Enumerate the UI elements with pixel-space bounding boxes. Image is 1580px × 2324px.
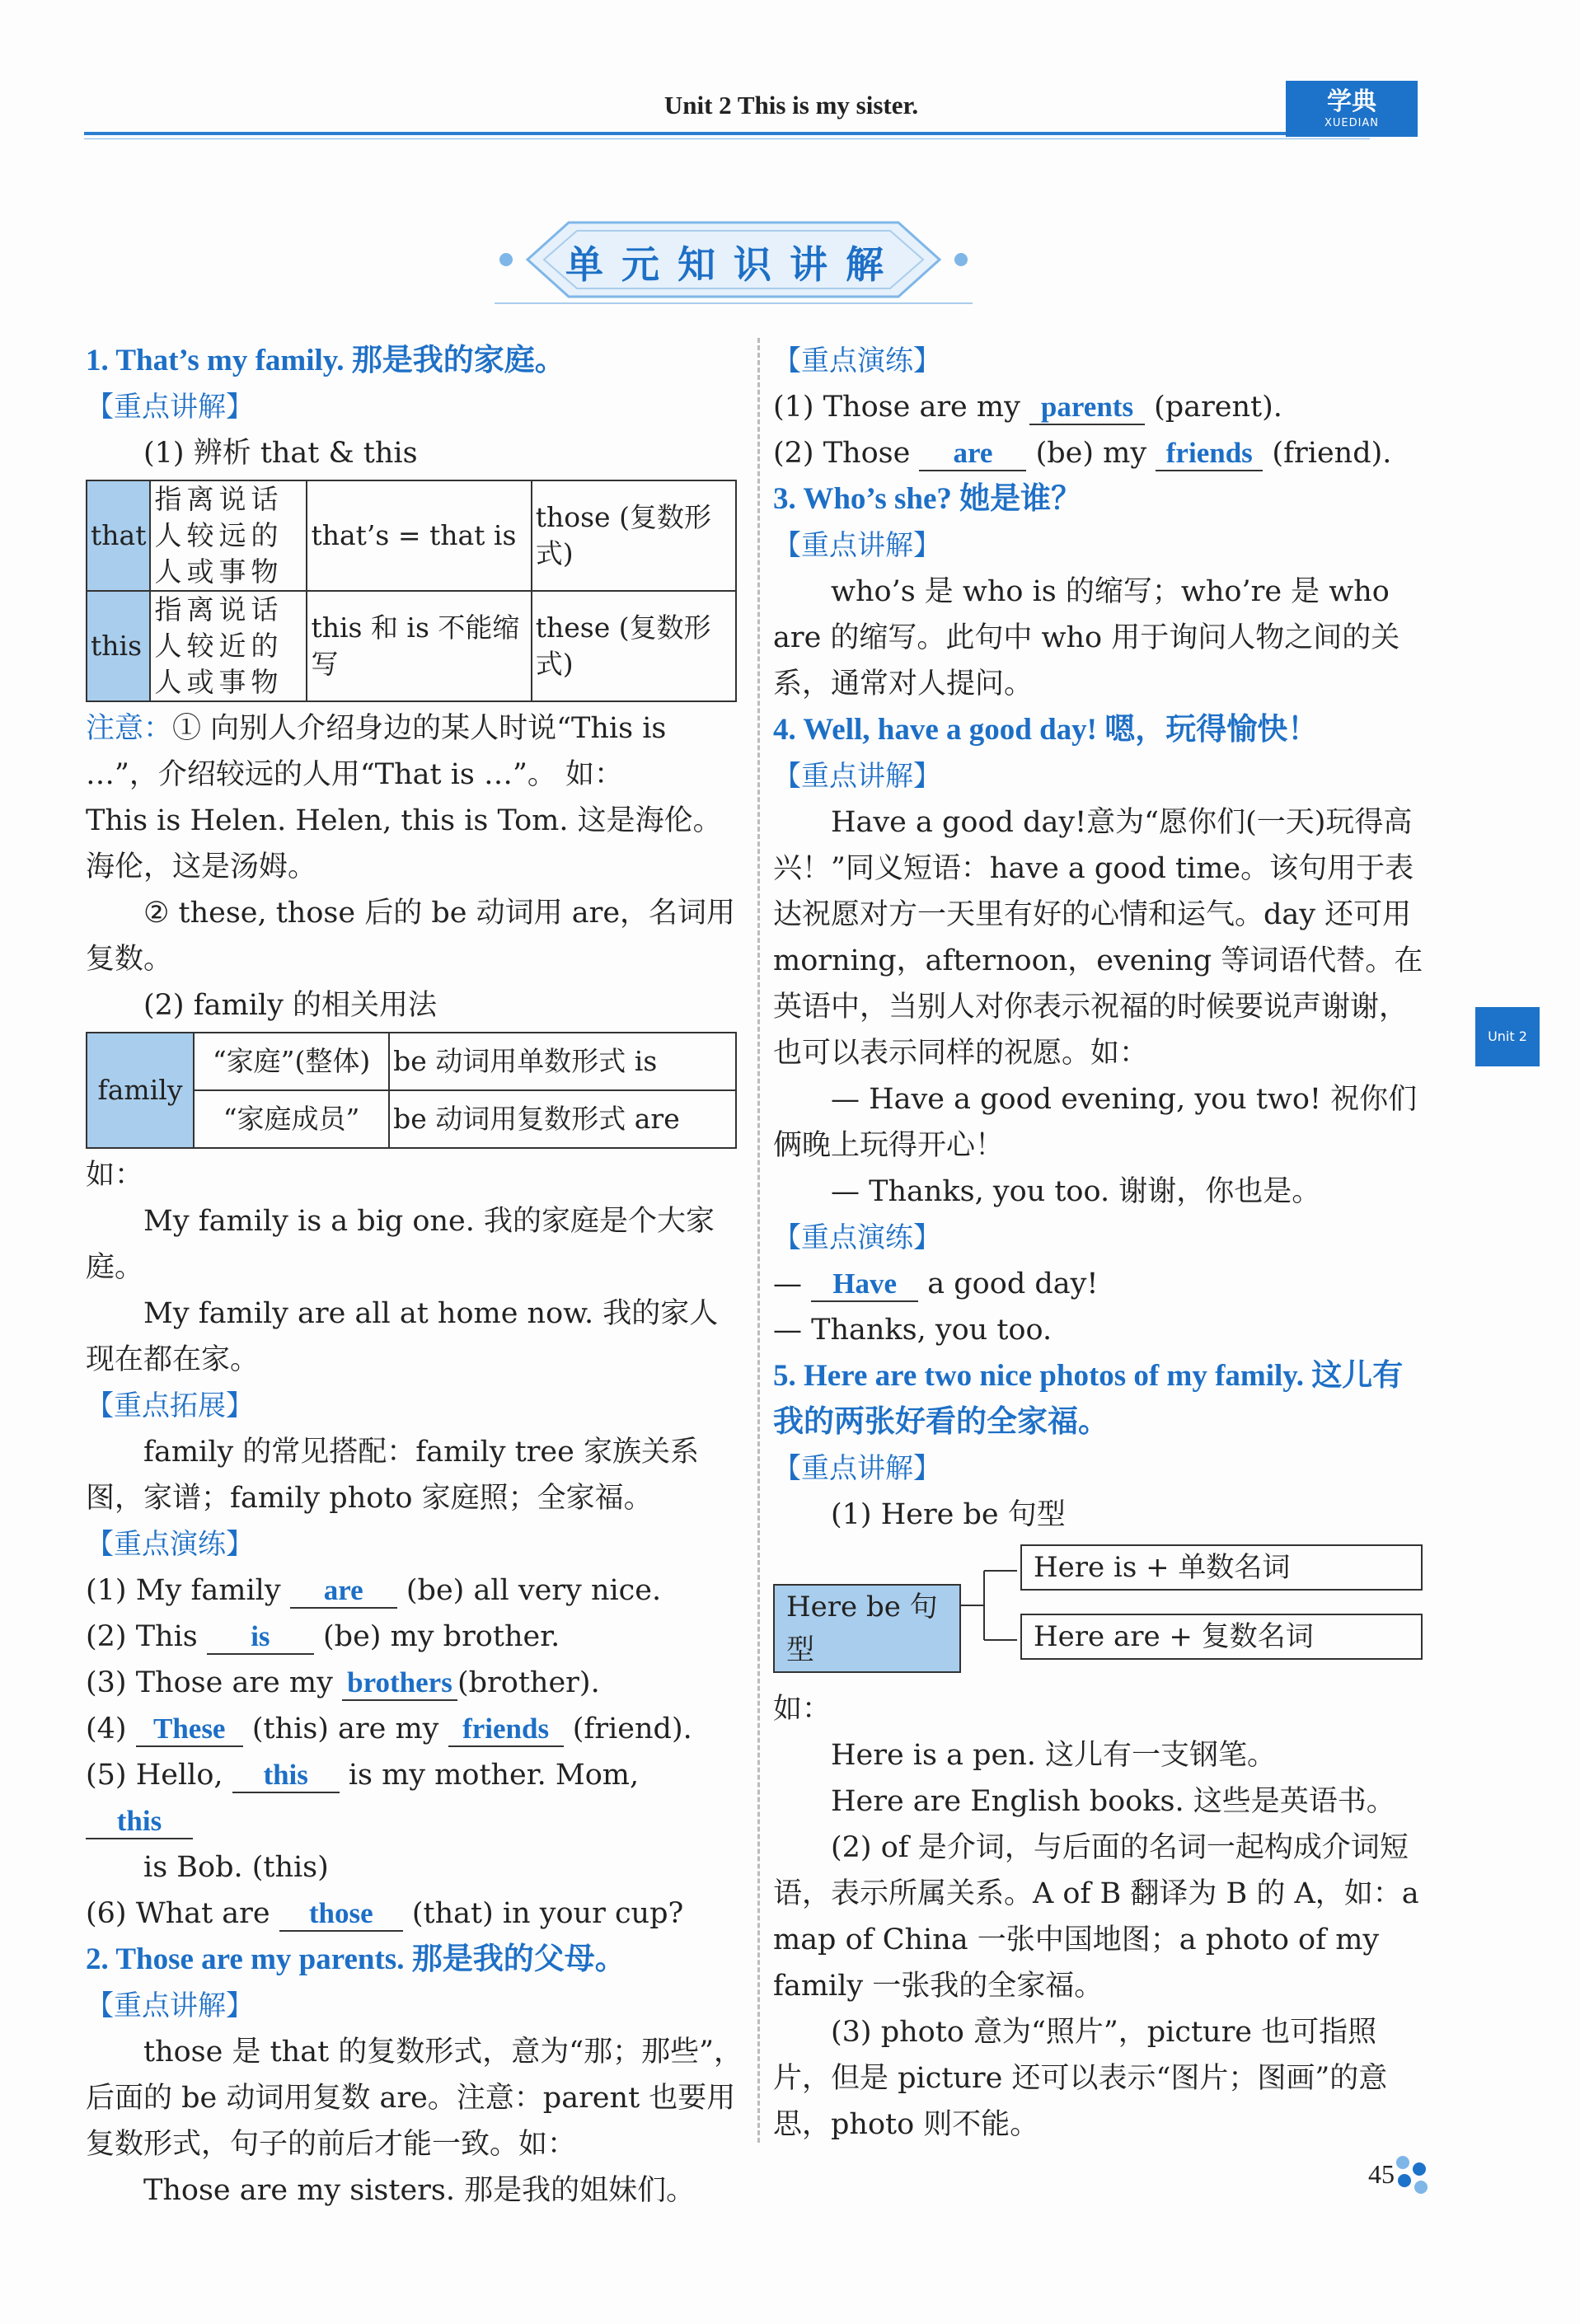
practice-r1 <box>773 384 1432 430</box>
note-1-example: This is Helen. Helen, this is Tom. 这是海伦。海伦，这是汤姆。 <box>86 804 722 883</box>
practice-6 <box>86 1891 745 1937</box>
practice-r3 <box>773 1261 1432 1307</box>
publisher-logo-text: 学典 <box>1327 87 1376 116</box>
practice-5 <box>86 1752 745 1844</box>
tag-explain-2: 【重点讲解】 <box>86 1989 254 2022</box>
column-divider <box>757 338 760 2143</box>
practice-text: (this) are my <box>251 1713 439 1745</box>
answer-blank: this <box>232 1759 340 1793</box>
header-rule <box>84 132 1370 135</box>
running-header-title: Unit 2 This is my sister. <box>663 91 919 119</box>
table-cell: these (复数形式) <box>532 591 736 701</box>
answer-blank: this <box>86 1805 193 1839</box>
publisher-logo-subtext: XUEDIAN <box>1324 117 1380 129</box>
tag-practice: 【重点演练】 <box>86 1528 254 1561</box>
note-1 <box>86 705 745 798</box>
diagram-connector <box>959 1554 1017 1670</box>
table-cell: 指离说话人较近的人或事物 <box>150 591 307 701</box>
table-cell: “家庭”(整体) <box>194 1033 389 1090</box>
practice-5-cont: is Bob. (this) <box>143 1851 329 1884</box>
table-row <box>87 480 736 591</box>
header-rule-thin <box>84 138 1370 139</box>
banner-title: 单元知识讲解 <box>565 242 902 287</box>
table-cell: family <box>87 1033 194 1148</box>
s5-subheading-3: (3) photo 意为“照片”，picture 也可指照片，但是 picture 还可以表示“图片；图画”的意思，photo 则不能。 <box>773 2016 1388 2141</box>
example-1: My family is a big one. 我的家庭是个大家庭。 <box>86 1205 715 1284</box>
section-2-title: 2. Those are my parents. 那是我的父母。 <box>86 1942 626 1976</box>
table-cell: be 动词用复数形式 are <box>389 1090 736 1148</box>
table-row <box>87 1033 736 1090</box>
page-number-decoration <box>1393 2151 1434 2200</box>
practice-text: (2) This <box>86 1620 198 1653</box>
section-1-title: 1. That’s my family. 那是我的家庭。 <box>86 344 565 377</box>
diagram-branch-2: Here are + 复数名词 <box>1020 1614 1423 1660</box>
diagram-branch-1: Here is + 单数名词 <box>1020 1544 1423 1591</box>
table-cell: this 和 is 不能缩写 <box>307 591 531 701</box>
left-column <box>86 338 745 2214</box>
practice-2 <box>86 1614 745 1660</box>
answer-blank: parents <box>1029 391 1145 425</box>
s1-subheading-1: (1) 辨析 that & this <box>143 437 418 470</box>
practice-text: (friend). <box>1272 437 1392 470</box>
s5-subheading-1: (1) Here be 句型 <box>831 1498 1066 1531</box>
practice-text: (1) My family <box>86 1574 281 1607</box>
unit-side-tab: Unit 2 <box>1475 1007 1540 1066</box>
example-2: My family are all at home now. 我的家人现在都在家。 <box>86 1297 719 1376</box>
table-cell: be 动词用单数形式 is <box>389 1033 736 1090</box>
practice-r3-reply: — Thanks, you too. <box>773 1314 1053 1347</box>
section-3-title: 3. Who’s she? 她是谁？ <box>773 482 1082 516</box>
tag-practice-r: 【重点演练】 <box>773 344 941 377</box>
extend-text: family 的常见搭配：family tree 家族关系图，家谱；family photo 家庭照；全家福。 <box>86 1436 699 1515</box>
practice-text: (6) What are <box>86 1897 270 1930</box>
s4-example-2: — Thanks, you too. 谢谢，你也是。 <box>831 1175 1321 1208</box>
answer-blank: Have <box>811 1267 918 1302</box>
example-lead-r: 如： <box>773 1693 832 1726</box>
answer-blank: those <box>279 1897 403 1932</box>
section-4-title: 4. Well, have a good day! 嗯，玩得愉快！ <box>773 713 1319 747</box>
s5-example-1: Here is a pen. 这儿有一支钢笔。 <box>831 1739 1276 1772</box>
tag-explain-5: 【重点讲解】 <box>773 1452 941 1485</box>
table-cell: that’s = that is <box>307 480 531 591</box>
tag-explain-4: 【重点讲解】 <box>773 760 941 793</box>
practice-text: (friend). <box>572 1713 692 1745</box>
practice-text: (2) Those <box>773 437 911 470</box>
practice-text: (be) all very nice. <box>406 1574 662 1607</box>
here-be-diagram <box>773 1538 1432 1686</box>
table-cell: 指离说话人较远的人或事物 <box>150 480 307 591</box>
example-lead: 如： <box>86 1159 144 1192</box>
practice-text: (be) my <box>1035 437 1147 470</box>
answer-blank: friends <box>1156 437 1263 471</box>
table-cell: “家庭成员” <box>194 1090 389 1148</box>
practice-r2 <box>773 430 1432 476</box>
s2-text: those 是 that 的复数形式，意为“那；那些”，后面的 be 动词用复数 are。注意：parent 也要用复数形式，句子的前后才能一致。如： <box>86 2036 743 2161</box>
practice-text: a good day! <box>927 1267 1099 1300</box>
practice-1 <box>86 1567 745 1614</box>
answer-blank: These <box>136 1713 243 1747</box>
practice-3 <box>86 1660 745 1706</box>
note-label: 注意： <box>86 712 173 745</box>
practice-text: is my mother. Mom, <box>348 1759 640 1792</box>
that-this-table <box>86 480 737 702</box>
note-1-text: ① 向别人介绍身边的某人时说“This is …”，介绍较远的人用“That is …”。 如： <box>86 712 667 791</box>
practice-text: (parent). <box>1154 391 1282 424</box>
practice-text: — <box>773 1267 802 1300</box>
practice-text: (be) my brother. <box>323 1620 560 1653</box>
table-cell: this <box>87 591 150 701</box>
answer-blank: brothers <box>342 1666 457 1701</box>
s5-subheading-2: (2) of 是介词，与后面的名词一起构成介词短语，表示所属关系。A of B 翻译为 B 的 A，如：a map of China 一张中国地图；a photo of my family 一张我的全家福。 <box>773 1831 1419 2003</box>
section-5-title: 5. Here are two nice photos of my family. 这儿有我的两张好看的全家福。 <box>773 1359 1404 1439</box>
family-table <box>86 1032 737 1149</box>
answer-blank: are <box>290 1574 397 1609</box>
s4-text: Have a good day!意为“愿你们(一天)玩得高兴！”同义短语：have a good time。该句用于表达祝愿对方一天里有好的心情和运气。day 还可用 morning，afternoon，evening 等词语代替。在英语中，当别人对你表示祝福的时候要说声谢谢，也可以表示同样的祝愿。如： <box>773 806 1423 1070</box>
answer-blank: is <box>207 1620 314 1655</box>
s5-example-2: Here are English books. 这些是英语书。 <box>831 1785 1395 1818</box>
practice-text: (4) <box>86 1713 127 1745</box>
tag-practice-r2: 【重点演练】 <box>773 1221 941 1254</box>
right-column <box>773 338 1432 2148</box>
s2-example: Those are my sisters. 那是我的姐妹们。 <box>143 2174 696 2207</box>
practice-text: (that) in your cup? <box>411 1897 684 1930</box>
practice-text: (5) Hello, <box>86 1759 223 1792</box>
note-2: ② these, those 后的 be 动词用 are，名词用复数。 <box>86 897 736 976</box>
table-cell: those (复数形式) <box>532 480 736 591</box>
practice-text: (brother). <box>457 1666 600 1699</box>
practice-4 <box>86 1706 745 1752</box>
table-cell: that <box>87 480 150 591</box>
s1-subheading-2: (2) family 的相关用法 <box>143 989 437 1022</box>
s3-text: who’s 是 who is 的缩写；who’re 是 who are 的缩写。此句中 who 用于询问人物之间的关系，通常对人提问。 <box>773 575 1400 700</box>
answer-blank: friends <box>448 1713 564 1747</box>
tag-explain-3: 【重点讲解】 <box>773 529 941 562</box>
practice-text: (3) Those are my <box>86 1666 333 1699</box>
page-number: 45 <box>1368 2159 1395 2189</box>
table-row <box>87 591 736 701</box>
practice-text: (1) Those are my <box>773 391 1020 424</box>
s4-example-1: — Have a good evening, you two! 祝你们俩晚上玩得开心！ <box>773 1083 1418 1162</box>
answer-blank: are <box>919 437 1026 471</box>
diagram-root: Here be 句型 <box>773 1584 961 1673</box>
tag-extend: 【重点拓展】 <box>86 1389 254 1422</box>
tag-explain: 【重点讲解】 <box>86 391 254 424</box>
